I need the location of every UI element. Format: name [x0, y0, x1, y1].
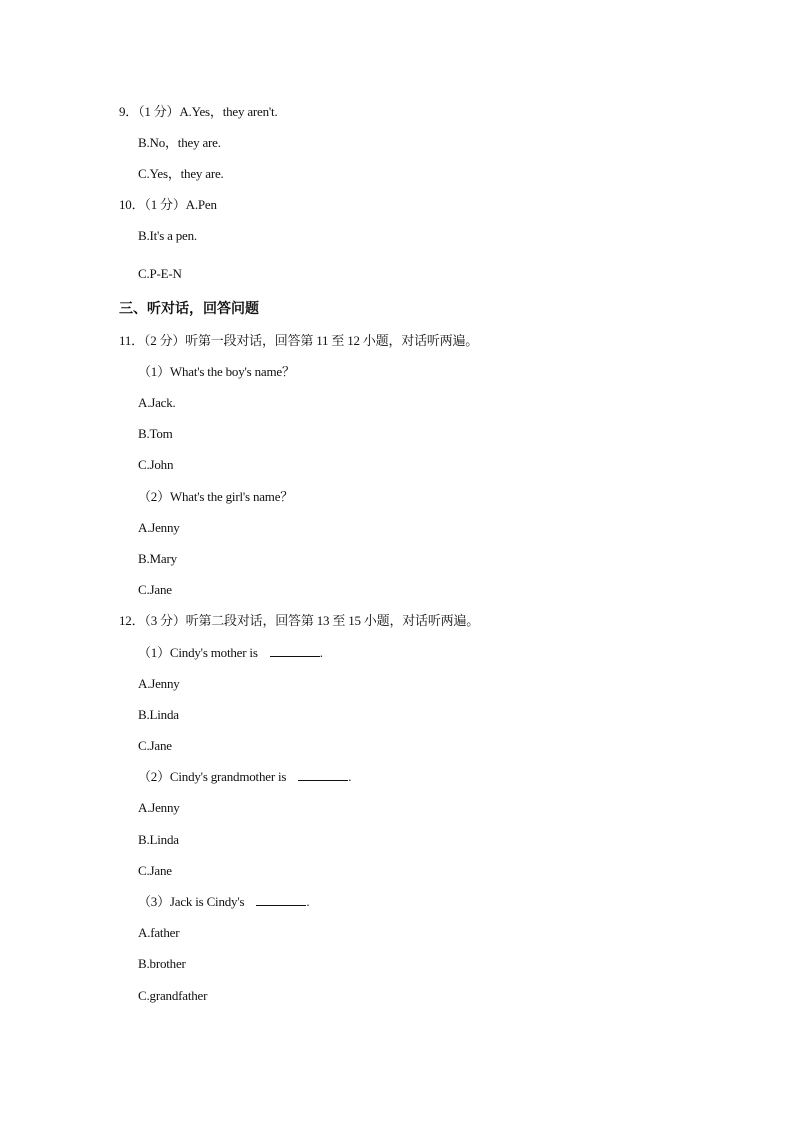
- question-12-sub-1-end: .: [319, 645, 323, 660]
- question-9-prefix: 9．（1 分）: [119, 104, 180, 119]
- question-12-sub-3-text: （3）Jack is Cindy's: [138, 894, 245, 909]
- question-9: [119, 104, 278, 120]
- question-12-sub-2-option-b: B.Linda: [138, 832, 179, 847]
- question-11-sub-1: （1）What's the boy's name？: [138, 364, 295, 379]
- question-11-sub-2: （2）What's the girl's name？: [138, 489, 294, 504]
- answer-blank: [256, 894, 306, 906]
- question-9-option-c: C.Yes，they are.: [138, 166, 224, 181]
- question-12-sub-1-text: （1）Cindy's mother is: [138, 645, 258, 660]
- question-12-sub-3-option-c: C.grandfather: [138, 988, 208, 1003]
- question-12-sub-3-option-b: B.brother: [138, 956, 186, 971]
- question-11-sub-2-option-c: C.Jane: [138, 582, 172, 597]
- question-12-sub-3-option-a: A.father: [138, 925, 180, 940]
- question-12-sub-1-option-a: A.Jenny: [138, 676, 180, 691]
- question-10-option-b: B.It's a pen.: [138, 228, 197, 243]
- answer-blank: [270, 645, 320, 657]
- question-12-sub-1-option-b: B.Linda: [138, 707, 179, 722]
- question-11-sub-1-option-c: C.John: [138, 457, 174, 472]
- question-12-sub-2-option-c: C.Jane: [138, 863, 172, 878]
- question-10-prefix: 10．（1 分）: [119, 197, 186, 212]
- question-12-sub-1-option-c: C.Jane: [138, 738, 172, 753]
- question-12-sub-1: [138, 645, 323, 661]
- question-9-option-a: A.Yes，they aren't.: [179, 104, 278, 119]
- question-11-sub-2-option-a: A.Jenny: [138, 520, 180, 535]
- answer-blank: [298, 769, 348, 781]
- question-12-sub-3: [138, 894, 309, 910]
- question-12-stem: 12．（3 分）听第二段对话，回答第 13 至 15 小题，对话听两遍。: [119, 613, 480, 628]
- question-11-stem: 11．（2 分）听第一段对话，回答第 11 至 12 小题，对话听两遍。: [119, 333, 479, 348]
- question-12-sub-2-end: .: [348, 769, 352, 784]
- question-10-option-a: A.Pen: [185, 197, 217, 212]
- question-12-sub-2: [138, 769, 351, 785]
- question-12-sub-2-text: （2）Cindy's grandmother is: [138, 769, 287, 784]
- question-11-sub-1-option-b: B.Tom: [138, 426, 173, 441]
- question-12-sub-3-end: .: [306, 894, 310, 909]
- section-heading: 三、听对话，回答问题: [119, 301, 259, 317]
- question-11-sub-1-option-a: A.Jack.: [138, 395, 176, 410]
- question-12-sub-2-option-a: A.Jenny: [138, 800, 180, 815]
- question-10: [119, 197, 217, 213]
- question-9-option-b: B.No，they are.: [138, 135, 221, 150]
- question-11-sub-2-option-b: B.Mary: [138, 551, 177, 566]
- question-10-option-c: C.P-E-N: [138, 266, 182, 281]
